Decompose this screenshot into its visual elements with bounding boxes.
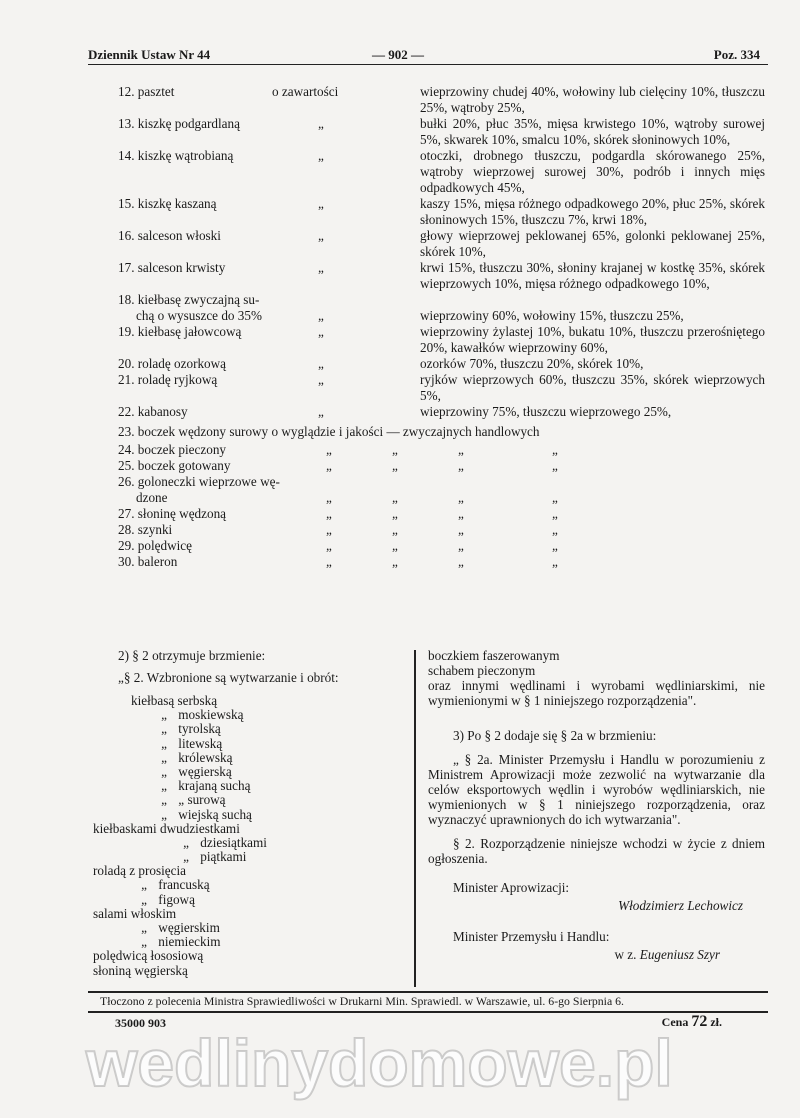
item-name-cont: chą o wysuszce do 35%: [136, 308, 262, 323]
ditto-mark: „: [161, 721, 167, 737]
table-row: [118, 356, 765, 372]
list-item-text: polędwicą łososiową: [93, 948, 204, 964]
simple-item-row: [118, 458, 765, 474]
item-name-text: 15. kiszkę kaszaną: [118, 196, 217, 211]
ditto-mark: „: [326, 522, 332, 537]
simple-item-row: [118, 538, 765, 554]
ditto-mark: „: [458, 554, 464, 569]
item-name: [118, 116, 318, 132]
ditto-mark: o zawartości: [272, 84, 339, 99]
table-row: [118, 292, 765, 324]
ditto-mark: „: [552, 442, 558, 457]
list-item: [93, 864, 267, 878]
item-name: [118, 260, 318, 276]
simple-item-name: 24. boczek pieczony: [118, 442, 227, 457]
simple-item-row: [118, 506, 765, 522]
table-row: [118, 324, 765, 356]
item-composition: ryjków wieprzowych 60%, tłuszczu 35%, skórek wieprzowych 5%,: [420, 372, 765, 403]
footer-rule-bottom: [88, 1011, 768, 1013]
simple-item-name: 27. słoninę wędzoną: [118, 506, 227, 521]
ditto-mark: „: [458, 538, 464, 553]
simple-item-name: 26. goloneczki wieprzowe wę-: [118, 474, 280, 489]
ditto-mark: „: [318, 372, 324, 387]
item-name-text: 20. roladę ozorkową: [118, 356, 227, 371]
prohibited-list: [93, 694, 267, 978]
item-name-text: 14. kiszkę wątrobianą: [118, 148, 234, 163]
ditto-mark: „: [326, 458, 332, 473]
simple-item-row: [118, 442, 765, 458]
item-name: [118, 292, 318, 324]
item-name: [118, 324, 318, 340]
item-23: 23. boczek wędzony surowy o wyglądzie i jakości — zwyczajnych handlowych: [118, 424, 540, 439]
print-code: 35000 903: [115, 1016, 166, 1030]
list-item: [93, 765, 267, 779]
table-row: [118, 196, 765, 228]
item-name-text: 18. kiełbasę zwyczajną su-: [118, 292, 260, 307]
ditto-mark: „: [552, 506, 558, 521]
ditto-mark: „: [318, 404, 324, 419]
list-item-text: węgierską: [178, 763, 232, 779]
ditto-mark: „: [392, 506, 398, 521]
item-name: [118, 404, 318, 420]
ditto-mark: „: [326, 506, 332, 521]
ditto-mark: „: [392, 538, 398, 553]
item-name-text: 16. salceson włoski: [118, 228, 221, 243]
item-name-text: 17. salceson krwisty: [118, 260, 226, 275]
signature-2: [428, 947, 765, 962]
ditto-mark: „: [392, 490, 398, 505]
list-item: [93, 708, 267, 722]
simple-item-row: [118, 522, 765, 538]
ditto-mark: „: [318, 308, 324, 323]
list-item-text: węgierskim: [158, 920, 220, 935]
list-item-text: litewską: [178, 735, 223, 751]
ditto-mark: „: [318, 260, 324, 275]
items-table: [118, 84, 765, 570]
list-item-text: wiejską suchą: [178, 806, 252, 822]
list-item: [93, 878, 267, 892]
simple-item-row: [118, 554, 765, 570]
item-composition: kaszy 15%, mięsa różnego odpadkowego 20%, płuc 25%, skórek słoninowych 15%, tłuszczu 7%, krwi 18%,: [420, 196, 765, 227]
ditto-mark: „: [326, 538, 332, 553]
table-row: [118, 84, 765, 116]
signature-2-prefix: w z.: [614, 947, 637, 962]
list-item-text: „ surową: [178, 792, 226, 808]
ditto-mark: „: [318, 356, 324, 371]
ditto-mark: „: [552, 490, 558, 505]
item-composition: ozorków 70%, tłuszczu 20%, skórek 10%,: [420, 356, 644, 371]
ditto-mark: „: [161, 707, 167, 723]
list-item: [93, 793, 267, 807]
signature-1: Włodzimierz Lechowicz: [618, 898, 743, 913]
ditto-mark: „: [326, 490, 332, 505]
ditto-mark: „: [161, 749, 167, 765]
list-item-text: kiełbaskami dwudziestkami: [93, 820, 240, 836]
ditto-mark: „: [318, 228, 324, 243]
simple-item-row-cont: [118, 490, 765, 506]
list-item-text: moskiewską: [178, 707, 244, 723]
ditto-mark: „: [161, 806, 167, 822]
item-rows: [118, 84, 765, 420]
right-line-2: schabem pieczonym: [428, 663, 536, 678]
item-composition: głowy wieprzowej peklowanej 65%, golonki peklowanej 25%, skórek 10%,: [420, 228, 765, 259]
list-item: [93, 850, 267, 864]
list-item: [93, 779, 267, 793]
signature-2-name: Eugeniusz Szyr: [639, 947, 720, 962]
simple-items: [118, 442, 765, 570]
table-row: [118, 372, 765, 404]
printer-note: Tłoczono z polecenia Ministra Sprawiedliwości w Drukarni Min. Sprawiedl. w Warszawie, ul. 6-go Sierpnia 6.: [100, 994, 624, 1008]
minister-2-title: Minister Przemysłu i Handlu:: [453, 929, 610, 944]
ditto-mark: „: [458, 458, 464, 473]
list-item-text: tyrolską: [178, 721, 221, 737]
ditto-mark: „: [552, 554, 558, 569]
list-item-text: niemieckim: [158, 934, 221, 950]
list-item-text: dziesiątkami: [200, 834, 267, 850]
list-item: [93, 893, 267, 907]
simple-item-name: 28. szynki: [118, 522, 173, 537]
item-name: [118, 228, 318, 244]
header-rule: [88, 64, 768, 65]
price-value: 72: [691, 1013, 708, 1030]
column-divider: [414, 650, 416, 987]
list-item-text: kiełbasą serbską: [131, 693, 218, 708]
list-item: [93, 935, 267, 949]
point-2: 2) § 2 otrzymuje brzmienie:: [118, 648, 266, 663]
journal-title: Dziennik Ustaw Nr 44: [88, 47, 211, 62]
simple-item-name: 29. polędwicę: [118, 538, 192, 553]
list-item-text: francuską: [158, 877, 210, 893]
item-name-text: 13. kiszkę podgardlaną: [118, 116, 240, 131]
ditto-mark: „: [326, 554, 332, 569]
list-item: [93, 722, 267, 736]
item-name-text: 22. kabanosy: [118, 404, 188, 419]
table-row: [118, 260, 765, 292]
ditto-mark: „: [552, 538, 558, 553]
ditto-mark: „: [161, 735, 167, 751]
item-name: [118, 196, 318, 212]
right-column: [428, 648, 765, 962]
page-number: — 902 —: [372, 47, 424, 62]
footer-rule-top: [88, 991, 768, 993]
ditto-mark: „: [161, 792, 167, 808]
table-row: [118, 148, 765, 196]
list-item-text: krajaną suchą: [178, 778, 251, 794]
paragraph-2: „§ 2. Wzbronione są wytwarzanie i obrót:: [118, 670, 339, 685]
ditto-mark: „: [458, 522, 464, 537]
item-name-text: 21. roladę ryjkową: [118, 372, 218, 387]
ditto-mark: „: [392, 554, 398, 569]
simple-item-name: 30. baleron: [118, 554, 178, 569]
list-item: [93, 949, 267, 963]
right-paragraph-1: oraz innymi wędlinami i wyrobami wędliniarskimi, nie wymienionymi w § 1 niniejszego rozporządzenia".: [428, 678, 765, 708]
list-item: [93, 822, 267, 836]
item-name-text: 12. pasztet: [118, 84, 175, 99]
ditto-mark: „: [141, 877, 147, 893]
ditto-mark: „: [183, 849, 189, 865]
list-item: [93, 907, 267, 921]
item-composition: wieprzowiny chudej 40%, wołowiny lub cielęciny 10%, tłuszczu 25%, wątroby 25%,: [420, 84, 765, 115]
position-number: Poz. 334: [713, 47, 760, 62]
item-name: [118, 148, 318, 164]
ditto-mark: „: [318, 324, 324, 339]
item-composition: krwi 15%, tłuszczu 30%, słoniny krajanej w kostkę 35%, skórek wieprzowych 10%, mięsa różnego odpadkowego 10%,: [420, 260, 765, 291]
ditto-mark: „: [161, 778, 167, 794]
ditto-mark: „: [552, 522, 558, 537]
watermark: wedlinydomowe.pl: [86, 1026, 673, 1100]
paragraph-final: § 2. Rozporządzenie niniejsze wchodzi w życie z dniem ogłoszenia.: [428, 836, 765, 866]
ditto-mark: „: [161, 763, 167, 779]
ditto-mark: „: [141, 920, 147, 935]
paragraph-2a: „ § 2a. Minister Przemysłu i Handlu w porozumieniu z Ministrem Aprowizacji może zezwolić na wytwarzanie dla celów eksportowych wędlin i wyrobów wędliniarskich, nie wymienionych w § 1 niniejszego rozporządzenia, oraz wyznaczyć uprawnionych do ich wytwarzania".: [428, 752, 765, 827]
item-composition: otoczki, drobnego tłuszczu, podgardla skórowanego 25%, wątroby wieprzowej surowej 30%, podrób i innych mięs odpadkowych 45%,: [420, 148, 765, 195]
ditto-mark: „: [552, 458, 558, 473]
table-row: [118, 228, 765, 260]
list-item: [93, 751, 267, 765]
item-name: [118, 356, 318, 372]
price-label: Cena: [661, 1015, 689, 1029]
list-item: [93, 836, 267, 850]
ditto-mark: „: [318, 196, 324, 211]
item-composition: bułki 20%, płuc 35%, mięsa krwistego 10%, wątroby surowej 5%, skwarek 10%, smalcu 10%, skórek słoninowych 10%,: [420, 116, 765, 147]
ditto-mark: „: [183, 834, 189, 850]
right-line-1: boczkiem faszerowanym: [428, 648, 560, 663]
ditto-mark: „: [458, 490, 464, 505]
simple-item-name-cont: dzone: [136, 490, 168, 505]
ditto-mark: „: [141, 891, 147, 907]
list-item-text: salami włoskim: [93, 905, 177, 921]
list-item: [93, 808, 267, 822]
item-composition: wieprzowiny żylastej 10%, bukatu 10%, tłuszczu przerośniętego 20%, kawałków wieprzowiny 60%,: [420, 324, 765, 355]
table-row: [118, 116, 765, 148]
ditto-mark: „: [318, 116, 324, 131]
ditto-mark: „: [326, 442, 332, 457]
price-currency: zł.: [710, 1015, 722, 1029]
ditto-mark: „: [392, 458, 398, 473]
ditto-mark: „: [392, 522, 398, 537]
item-name: [118, 372, 318, 388]
simple-item-name: 25. boczek gotowany: [118, 458, 231, 473]
point-3: 3) Po § 2 dodaje się § 2a w brzmieniu:: [453, 728, 657, 743]
table-row: [118, 404, 765, 420]
list-item-text: piątkami: [200, 849, 247, 865]
list-item-text: królewską: [178, 749, 233, 765]
list-item-text: słoniną węgierską: [93, 962, 188, 978]
list-item-text: roladą z prosięcia: [93, 863, 186, 879]
ditto-mark: „: [458, 506, 464, 521]
simple-item-row: [118, 474, 765, 490]
ditto-mark: „: [392, 442, 398, 457]
item-composition: wieprzowiny 60%, wołowiny 15%, tłuszczu 25%,: [420, 308, 684, 323]
list-item: [93, 964, 267, 978]
item-composition: wieprzowiny 75%, tłuszczu wieprzowego 25%,: [420, 404, 672, 419]
list-item: [93, 921, 267, 935]
item-name-text: 19. kiełbasę jałowcową: [118, 324, 242, 339]
ditto-mark: „: [141, 934, 147, 950]
list-item: [93, 694, 267, 708]
ditto-mark: „: [318, 148, 324, 163]
minister-1-title: Minister Aprowizacji:: [453, 880, 570, 895]
list-item-text: figową: [158, 891, 195, 907]
list-item: [93, 737, 267, 751]
ditto-mark: „: [458, 442, 464, 457]
